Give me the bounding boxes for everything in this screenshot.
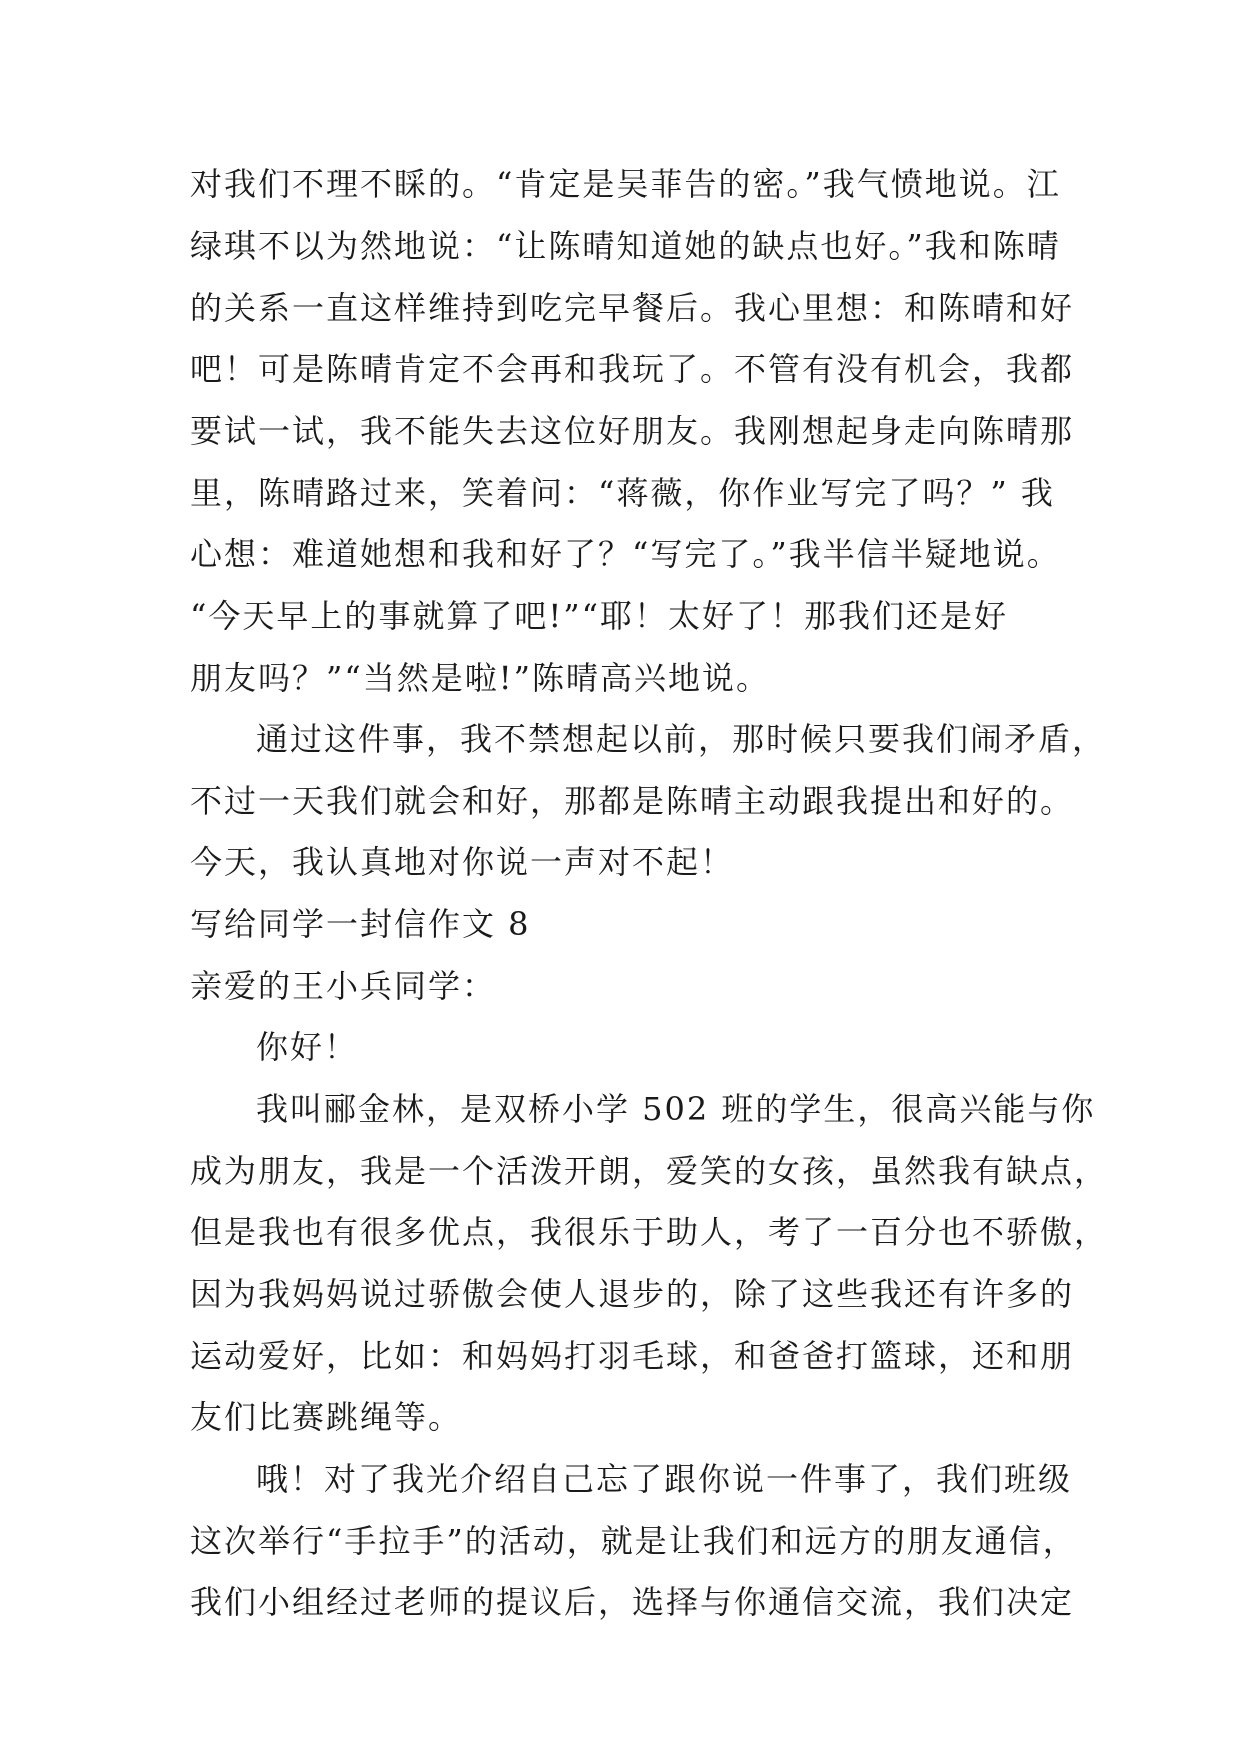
text-line: 成为朋友，我是一个活泼开朗，爱笑的女孩，虽然我有缺点， [190,1152,1109,1190]
text-line: 我们小组经过老师的提议后，选择与你通信交流，我们决定 [190,1583,1075,1621]
letter-greeting: 你好！ [256,1028,359,1066]
text-line: 今天，我认真地对你说一声对不起！ [190,843,735,881]
text-line: “今天早上的事就算了吧!”“耶！太好了！那我们还是好 [190,597,1008,635]
text-line: 但是我也有很多优点，我很乐于助人，考了一百分也不骄傲， [190,1213,1109,1251]
text-line: 友们比赛跳绳等。 [190,1398,463,1436]
paragraph-first-line: 通过这件事，我不禁想起以前，那时候只要我们闹矛盾， [256,720,1107,758]
paragraph-first-line: 我叫郦金林，是双桥小学 502 班的学生，很高兴能与你 [256,1090,1096,1128]
text-line: 不过一天我们就会和好，那都是陈晴主动跟我提出和好的。 [190,782,1075,820]
text-line: 对我们不理不睬的。“肯定是吴菲告的密。”我气愤地说。江 [190,165,1061,203]
text-line: 朋友吗？”“当然是啦!”陈晴高兴地说。 [190,659,770,697]
text-line: 的关系一直这样维持到吃完早餐后。我心里想：和陈晴和好 [190,289,1075,327]
text-line: 绿琪不以为然地说：“让陈晴知道她的缺点也好。”我和陈晴 [190,227,1061,265]
text-line: 吧！可是陈晴肯定不会再和我玩了。不管有没有机会，我都 [190,350,1075,388]
text-line: 里，陈晴路过来，笑着问：“蒋薇，你作业写完了吗？” 我 [190,474,1055,512]
text-line: 心想：难道她想和我和好了？“写完了。”我半信半疑地说。 [190,535,1061,573]
text-line: 因为我妈妈说过骄傲会使人退步的，除了这些我还有许多的 [190,1275,1075,1313]
text-line: 运动爱好，比如：和妈妈打羽毛球，和爸爸打篮球，还和朋 [190,1337,1075,1375]
section-heading: 写给同学一封信作文 8 [190,905,531,943]
text-line: 这次举行“手拉手”的活动，就是让我们和远方的朋友通信， [190,1522,1077,1560]
text-line: 要试一试，我不能失去这位好朋友。我刚想起身走向陈晴那 [190,412,1075,450]
letter-salutation: 亲爱的王小兵同学： [190,967,497,1005]
paragraph-first-line: 哦！对了我光介绍自己忘了跟你说一件事了，我们班级 [256,1460,1073,1498]
